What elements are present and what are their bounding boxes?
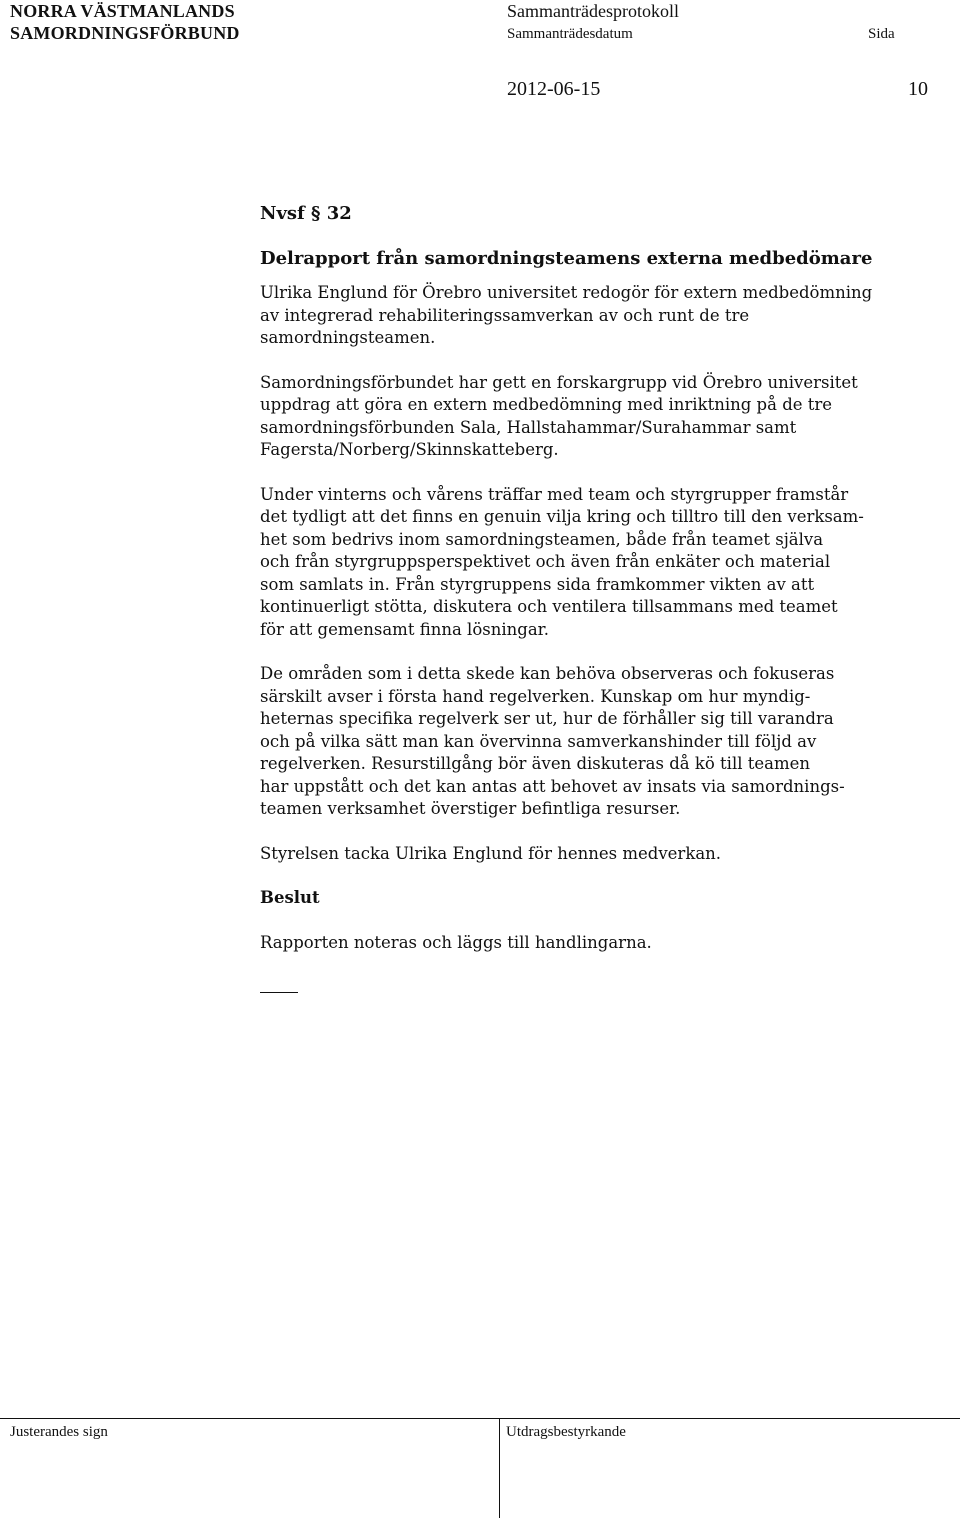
date-label: Sammanträdesdatum	[507, 26, 633, 42]
decision-text: Rapporten noteras och läggs till handlingarna.	[260, 932, 652, 952]
decision-heading: Beslut	[260, 888, 320, 907]
section-heading: Delrapport från samordningsteamens externa medbedömare	[260, 248, 873, 269]
end-rule	[260, 992, 298, 993]
document-title: Sammanträdesprotokoll	[507, 1, 679, 21]
paragraph-5: Styrelsen tacka Ulrika Englund för hennes medverkan.	[260, 843, 722, 863]
meeting-date: 2012-06-15	[507, 78, 601, 100]
paragraph-4: De områden som i detta skede kan behöva observeras och fokuseras särskilt avser i första hand regelverken. Kunskap om hur myndig- heternas specifika regelverk ser ut, hur de förhåller sig till varandra och på vilka sätt man kan övervinna samverkanshinder till följd av regelverken. Resurstillgång bör även diskuteras då kö till teamen har uppstått och det kan antas att behovet av insats via samordnings- teamen verksamhet överstiger befintliga resurser.	[260, 664, 845, 818]
section-number: Nvsf § 32	[260, 203, 352, 224]
signature-label: Justerandes sign	[10, 1424, 108, 1440]
organization-name	[10, 0, 240, 44]
paragraph-3: Under vinterns och vårens träffar med team och styrgrupper framstår det tydligt att det finns en genuin vilja kring och tilltro till den verksam- het som bedrivs inom samordningsteamen, både från teamet själva och från styrgruppsperspektivet och även från enkäter och material som samlats in. Från styrgruppens sida framkommer vikten av att kontinuerligt stötta, diskutera och ventilera tillsammans med teamet för att gemensamt finna lösningar.	[260, 484, 864, 639]
footer-divider	[499, 1419, 500, 1518]
organization-name-line2: SAMORDNINGSFÖRBUND	[10, 23, 240, 43]
page-label: Sida	[868, 26, 895, 42]
certification-label: Utdragsbestyrkande	[506, 1424, 626, 1440]
paragraph-1: Ulrika Englund för Örebro universitet redogör för extern medbedömning av integrerad rehabiliteringssamverkan av och runt de tre samordningsteamen.	[260, 283, 873, 347]
document-body	[260, 201, 940, 993]
page-number: 10	[908, 78, 928, 100]
signature-footer	[0, 1418, 960, 1518]
paragraph-2: Samordningsförbundet har gett en forskargrupp vid Örebro universitet uppdrag att göra en extern medbedömning med inriktning på de tre samordningsförbunden Sala, Hallstahammar/Surahammar samt Fagersta/Norberg/Skinnskatteberg.	[260, 372, 858, 459]
organization-name-line1: NORRA VÄSTMANLANDS	[10, 1, 235, 21]
